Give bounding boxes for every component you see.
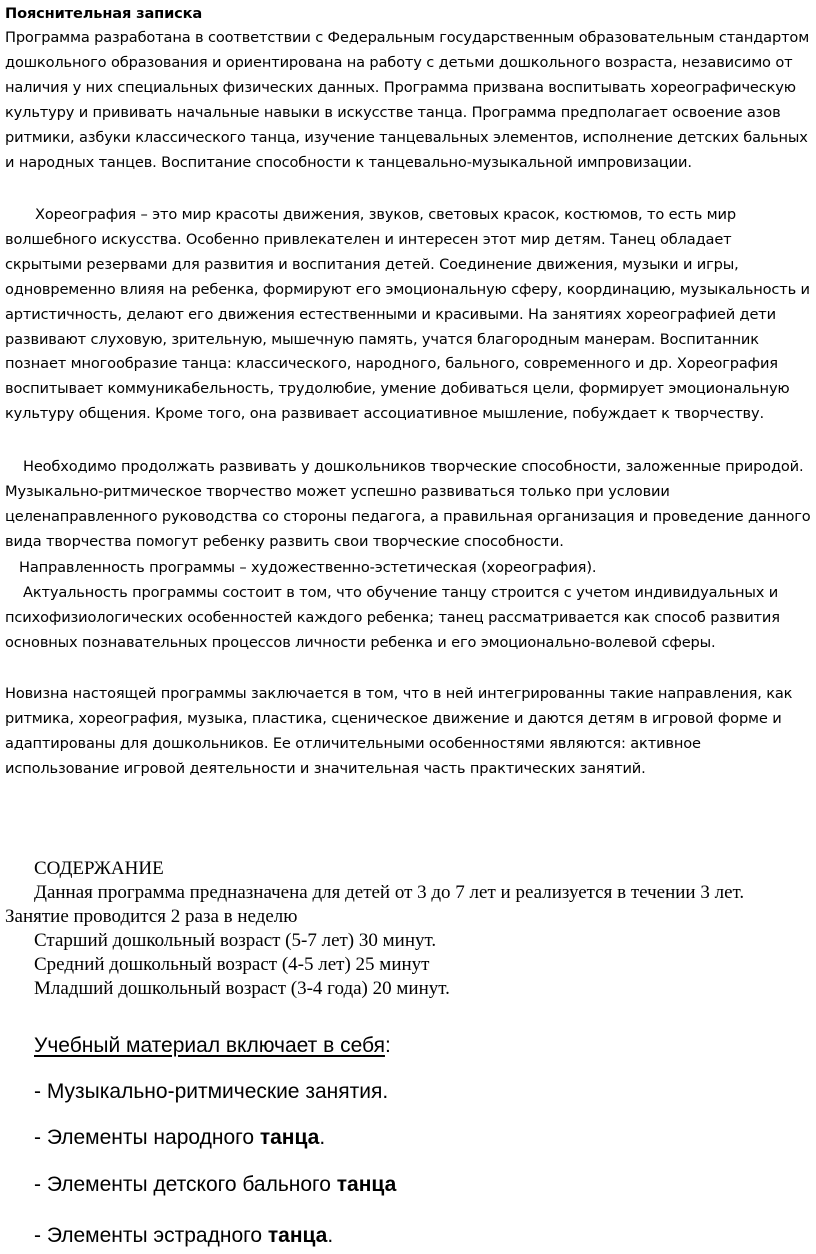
content-heading: СОДЕРЖАНИЕ [34, 858, 164, 879]
paragraph-orientation: Направленность программы – художественно-эстетическая (хореография). [19, 559, 597, 576]
curriculum-item-text: - Элементы народного [34, 1126, 260, 1149]
curriculum-heading-text: Учебный материал включает в себя [34, 1034, 385, 1057]
content-intro: Данная программа предназначена для детей от 3 до 7 лет и реализуется в течении 3 лет. Занятие проводится 2 раза в неделю [5, 882, 745, 927]
age-group-middle: Средний дошкольный возраст (4-5 лет) 25 минут [34, 954, 430, 975]
paragraph-creative-abilities: Необходимо продолжать развивать у дошкольников творческие способности, заложенные природой. Музыкально-ритмическое творчество может успешно развиваться только при условии целенаправленного руководства со стороны педагога, а правильная организация и проведение данного вида творчества помогут ребенку развить свои творческие способности. [5, 458, 811, 550]
curriculum-item [34, 1125, 325, 1151]
curriculum-item-suffix: . [319, 1126, 326, 1149]
age-group-junior: Младший дошкольный возраст (3-4 года) 20 минут. [34, 978, 450, 999]
paragraph-novelty: Новизна настоящей программы заключается в том, что в ней интегрированны такие направления, как ритмика, хореография, музыка, пластика, сценическое движение и даются детям в игровой форме и адаптированы для дошкольников. Ее отличительными особенностями являются: активное использование игровой деятельности и значительная часть практических занятий. [5, 685, 793, 777]
curriculum-item-bold: танца [259, 1126, 320, 1149]
age-group-senior: Старший дошкольный возраст (5-7 лет) 30 минут. [34, 930, 437, 951]
curriculum-item-suffix: . [327, 1224, 334, 1247]
explanatory-note-title: Пояснительная записка [5, 5, 203, 22]
curriculum-item-bold: танца [336, 1173, 397, 1196]
curriculum-heading-colon: : [384, 1034, 391, 1057]
curriculum-item-bold: танца [267, 1224, 328, 1247]
curriculum-item-text: - Музыкально-ритмические занятия. [34, 1080, 389, 1103]
paragraph-choreography: Хореография – это мир красоты движения, звуков, световых красок, костюмов, то есть мир волшебного искусства. Особенно привлекателен и интересен этот мир детям. Танец обладает скрытыми резервами для развития и воспитания детей. Соединение движения, музыки и игры, одновременно влияя на ребенка, формируют его эмоциональную сферу, координацию, музыкальность и артистичность, делают его движения естественными и красивыми. На занятиях хореографией дети развивают слуховую, зрительную, мышечную память, учатся благородным манерам. Воспитанник познает многообразие танца: классического, народного, бального, современного и др. Хореография воспитывает коммуникабельность, трудолюбие, умение добиваться цели, формирует эмоциональную культуру общения. Кроме того, она развивает ассоциативное мышление, побуждает к творчеству. [5, 206, 810, 423]
curriculum-item-text: - Элементы детского бального [34, 1173, 337, 1196]
curriculum-item [34, 1172, 396, 1198]
curriculum-item-text: - Элементы эстрадного [34, 1224, 268, 1247]
paragraph-program-basis: Программа разработана в соответствии с Федеральным государственным образовательным стандартом дошкольного образования и ориентирована на работу с детьми дошкольного возраста, независимо от наличия у них специальных физических данных. Программа призвана воспитывать хореографическую культуру и прививать начальные навыки в искусстве танца. Программа предполагает освоение азов ритмики, азбуки классического танца, изучение танцевальных элементов, исполнение детских бальных и народных танцев. Воспитание способности к танцевально-музыкальной импровизации. [5, 29, 810, 171]
curriculum-item [34, 1079, 388, 1105]
paragraph-relevance: Актуальность программы состоит в том, что обучение танцу строится с учетом индивидуальных и психофизиологических особенностей каждого ребенка; танец рассматривается как способ развития основных познавательных процессов личности ребенка и его эмоционально-волевой сферы. [5, 584, 780, 651]
curriculum-heading [34, 1033, 391, 1059]
curriculum-item [34, 1223, 333, 1249]
